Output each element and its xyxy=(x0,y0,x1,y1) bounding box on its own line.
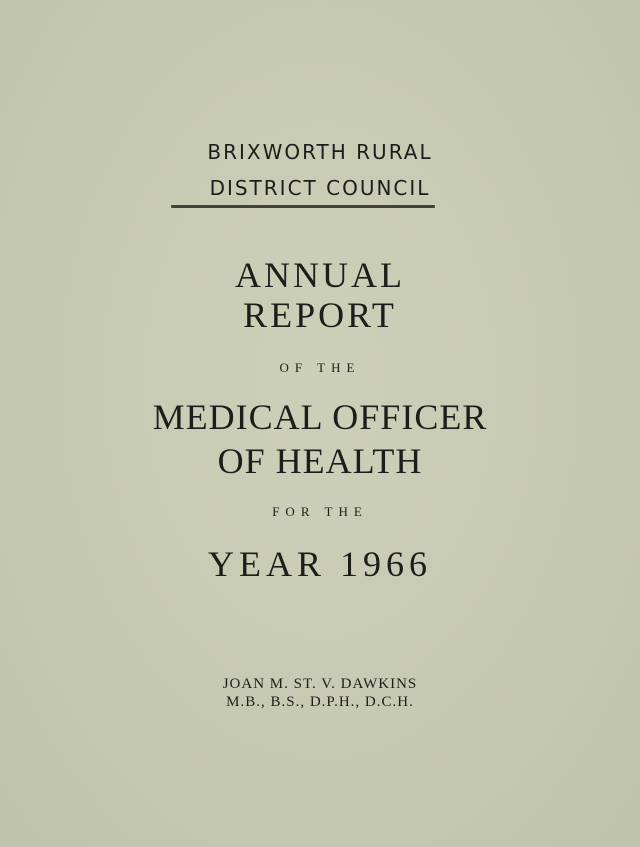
title-connector-for-the: FOR THE xyxy=(272,504,368,519)
author-qualifications: M.B., B.S., D.P.H., D.C.H. xyxy=(226,694,414,710)
council-name-line-1: BRIXWORTH RURAL xyxy=(207,140,433,164)
title-report: REPORT xyxy=(243,295,397,335)
title-annual: ANNUAL xyxy=(235,255,405,295)
title-medical-officer: MEDICAL OFFICER xyxy=(152,397,488,437)
title-connector-of-the: OF THE xyxy=(279,360,361,375)
title-of-health: OF HEALTH xyxy=(217,441,423,481)
header-divider xyxy=(171,205,435,208)
council-name-line-2: DISTRICT COUNCIL xyxy=(209,176,431,200)
title-year: YEAR 1966 xyxy=(208,544,432,584)
author-name: JOAN M. ST. V. DAWKINS xyxy=(222,676,418,692)
